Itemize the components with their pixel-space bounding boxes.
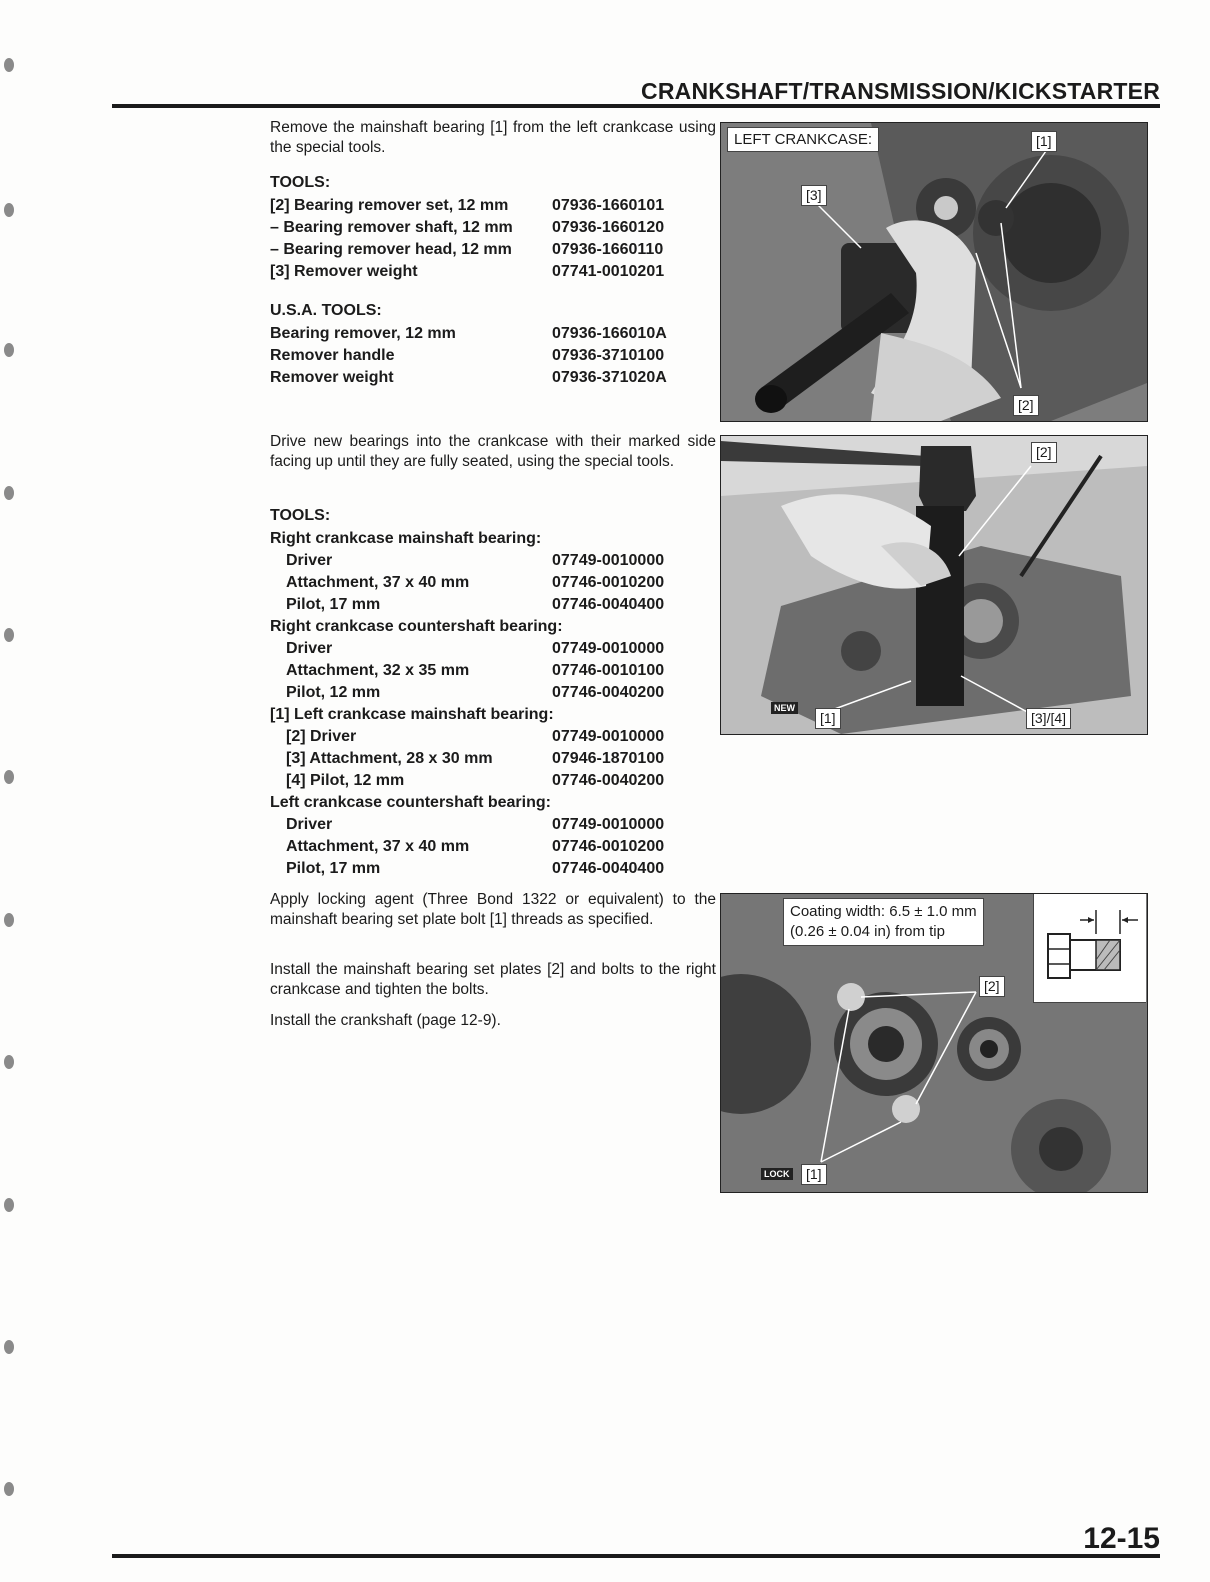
coating-width-line2: (0.26 ± 0.04 in) from tip [790, 923, 945, 940]
tool-row: [2] Driver 07749-0010000 [286, 728, 665, 745]
usa-tools-heading: U.S.A. TOOLS: [270, 302, 382, 319]
figure1-title: LEFT CRANKCASE: [727, 127, 879, 152]
binder-hole [4, 343, 14, 357]
callout-1: [1] [1031, 131, 1057, 152]
callout-1: [1] [801, 1164, 827, 1185]
callout-1: [1] [815, 708, 841, 729]
section3-install-plates: Install the mainshaft bearing set plates [2] and bolts to the right crankcase and tighten the bolts. [270, 961, 716, 998]
tool-group-title: Left crankcase countershaft bearing: [270, 794, 551, 811]
section3-install-crankshaft: Install the crankshaft (page 12-9). [270, 1012, 501, 1029]
coating-width-note [783, 898, 984, 946]
bolt-diagram-icon [1034, 894, 1146, 1002]
section1-intro: Remove the mainshaft bearing [1] from the left crankcase using the special tools. [270, 119, 716, 156]
section1-tools [270, 172, 720, 283]
tool-row: [3] Attachment, 28 x 30 mm 07946-1870100 [286, 750, 665, 767]
binder-hole [4, 1055, 14, 1069]
section2-tools [270, 505, 720, 880]
section2-intro: Drive new bearings into the crankcase with their marked side facing up until they are fully seated, using the special tools. [270, 433, 716, 470]
lock-agent-icon: LOCK [761, 1168, 793, 1180]
tool-row: Driver 07749-0010000 [286, 816, 665, 833]
page-number: 12-15 [1083, 1522, 1160, 1555]
photo-bearing-removal [721, 123, 1147, 421]
callout-2: [2] [979, 976, 1005, 997]
tool-row: Attachment, 37 x 40 mm 07746-0010200 [286, 838, 665, 855]
tool-row: Pilot, 17 mm 07746-0040400 [286, 596, 665, 613]
tool-row: Pilot, 12 mm 07746-0040200 [286, 684, 665, 701]
tool-row: Bearing remover, 12 mm 07936-166010A [270, 325, 667, 342]
tools-heading: TOOLS: [270, 174, 331, 191]
figure-bearing-install-photo [720, 435, 1148, 735]
tool-row: Driver 07749-0010000 [286, 640, 665, 657]
binder-hole [4, 1198, 14, 1212]
tool-row: Attachment, 32 x 35 mm 07746-0010100 [286, 662, 665, 679]
tool-row: Attachment, 37 x 40 mm 07746-0010200 [286, 574, 665, 591]
page-title: CRANKSHAFT/TRANSMISSION/KICKSTARTER [641, 78, 1160, 104]
binder-hole [4, 486, 14, 500]
binder-hole [4, 1482, 14, 1496]
tool-row: – Bearing remover head, 12 mm 07936-1660110 [270, 241, 664, 258]
binder-hole [4, 913, 14, 927]
figure-set-plate-photo [720, 893, 1148, 1193]
coating-width-line1: Coating width: 6.5 ± 1.0 mm [790, 903, 977, 920]
callout-2: [2] [1013, 395, 1039, 416]
callout-3-4: [3]/[4] [1026, 708, 1071, 729]
new-part-icon: NEW [771, 702, 798, 714]
tool-row: [3] Remover weight 07741-0010201 [270, 263, 665, 280]
binder-hole [4, 628, 14, 642]
tool-row: – Bearing remover shaft, 12 mm 07936-1660120 [270, 219, 665, 236]
tool-group-title: Right crankcase countershaft bearing: [270, 618, 563, 635]
binder-hole [4, 770, 14, 784]
figure-bearing-removal-photo [720, 122, 1148, 422]
tool-row: [4] Pilot, 12 mm 07746-0040200 [286, 772, 665, 789]
binder-hole [4, 1340, 14, 1354]
tool-row: Pilot, 17 mm 07746-0040400 [286, 860, 665, 877]
callout-3: [3] [801, 185, 827, 206]
tool-group-title: [1] Left crankcase mainshaft bearing: [270, 706, 554, 723]
tool-row: Remover handle 07936-3710100 [270, 347, 665, 364]
tool-group-title: Right crankcase mainshaft bearing: [270, 530, 542, 547]
tools-heading: TOOLS: [270, 507, 331, 524]
tool-row: Driver 07749-0010000 [286, 552, 665, 569]
photo-bearing-install [721, 436, 1147, 734]
binder-hole [4, 58, 14, 72]
binder-hole [4, 203, 14, 217]
header-rule [112, 104, 1160, 108]
tool-row: Remover weight 07936-371020A [270, 369, 667, 386]
section1-usa-tools [270, 300, 720, 389]
callout-2: [2] [1031, 442, 1057, 463]
tool-row: [2] Bearing remover set, 12 mm 07936-1660101 [270, 197, 665, 214]
bolt-coating-diagram [1033, 894, 1146, 1003]
section3-locking-agent: Apply locking agent (Three Bond 1322 or equivalent) to the mainshaft bearing set plate bolt [1] threads as specified. [270, 891, 716, 928]
